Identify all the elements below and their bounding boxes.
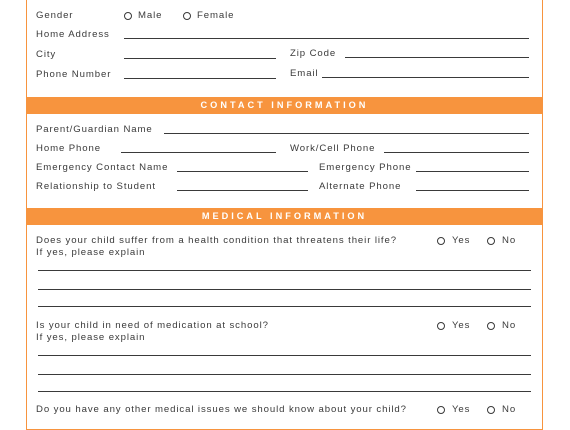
parent-guardian-label: Parent/Guardian Name	[36, 124, 153, 135]
explain-label-2: If yes, please explain	[36, 332, 146, 343]
q2-yes-radio[interactable]	[437, 322, 445, 330]
q1-no-label: No	[502, 235, 517, 246]
q2-no-radio[interactable]	[487, 322, 495, 330]
q1-no-radio[interactable]	[487, 237, 495, 245]
gender-label: Gender	[36, 10, 74, 21]
parent-guardian-field[interactable]	[164, 133, 529, 134]
q3-yes-label: Yes	[452, 404, 471, 415]
q2-yes-label: Yes	[452, 320, 471, 331]
medical-question-2: Is your child in need of medication at school?	[36, 320, 269, 331]
home-phone-label: Home Phone	[36, 143, 101, 154]
gender-female-label: Female	[197, 10, 235, 21]
emergency-contact-label: Emergency Contact Name	[36, 162, 169, 173]
q1-yes-radio[interactable]	[437, 237, 445, 245]
q1-explain-line-3[interactable]	[38, 306, 531, 307]
q1-yes-label: Yes	[452, 235, 471, 246]
email-label: Email	[290, 68, 319, 79]
explain-label-1: If yes, please explain	[36, 247, 146, 258]
phone-number-field[interactable]	[124, 78, 276, 79]
q3-no-radio[interactable]	[487, 406, 495, 414]
gender-male-radio[interactable]	[124, 12, 132, 20]
home-address-field[interactable]	[124, 38, 529, 39]
emergency-contact-field[interactable]	[177, 171, 308, 172]
q1-explain-line-2[interactable]	[38, 289, 531, 290]
q2-no-label: No	[502, 320, 517, 331]
home-address-label: Home Address	[36, 29, 110, 40]
contact-information-header: CONTACT INFORMATION	[27, 97, 542, 114]
work-cell-phone-label: Work/Cell Phone	[290, 143, 376, 154]
q3-yes-radio[interactable]	[437, 406, 445, 414]
home-phone-field[interactable]	[121, 152, 276, 153]
emergency-phone-field[interactable]	[416, 171, 529, 172]
email-field[interactable]	[322, 77, 529, 78]
medical-question-1: Does your child suffer from a health condition that threatens their life?	[36, 235, 397, 246]
zip-code-label: Zip Code	[290, 48, 337, 59]
q2-explain-line-3[interactable]	[38, 391, 531, 392]
relationship-label: Relationship to Student	[36, 181, 156, 192]
zip-code-field[interactable]	[345, 57, 529, 58]
q3-no-label: No	[502, 404, 517, 415]
q1-explain-line-1[interactable]	[38, 270, 531, 271]
q2-explain-line-2[interactable]	[38, 374, 531, 375]
phone-number-label: Phone Number	[36, 69, 112, 80]
medical-question-3: Do you have any other medical issues we should know about your child?	[36, 404, 407, 415]
medical-information-header: MEDICAL INFORMATION	[27, 208, 542, 225]
city-field[interactable]	[124, 58, 276, 59]
city-label: City	[36, 49, 57, 60]
relationship-field[interactable]	[177, 190, 308, 191]
work-cell-phone-field[interactable]	[384, 152, 529, 153]
alternate-phone-label: Alternate Phone	[319, 181, 402, 192]
emergency-phone-label: Emergency Phone	[319, 162, 412, 173]
gender-male-label: Male	[138, 10, 163, 21]
gender-female-radio[interactable]	[183, 12, 191, 20]
alternate-phone-field[interactable]	[416, 190, 529, 191]
q2-explain-line-1[interactable]	[38, 355, 531, 356]
